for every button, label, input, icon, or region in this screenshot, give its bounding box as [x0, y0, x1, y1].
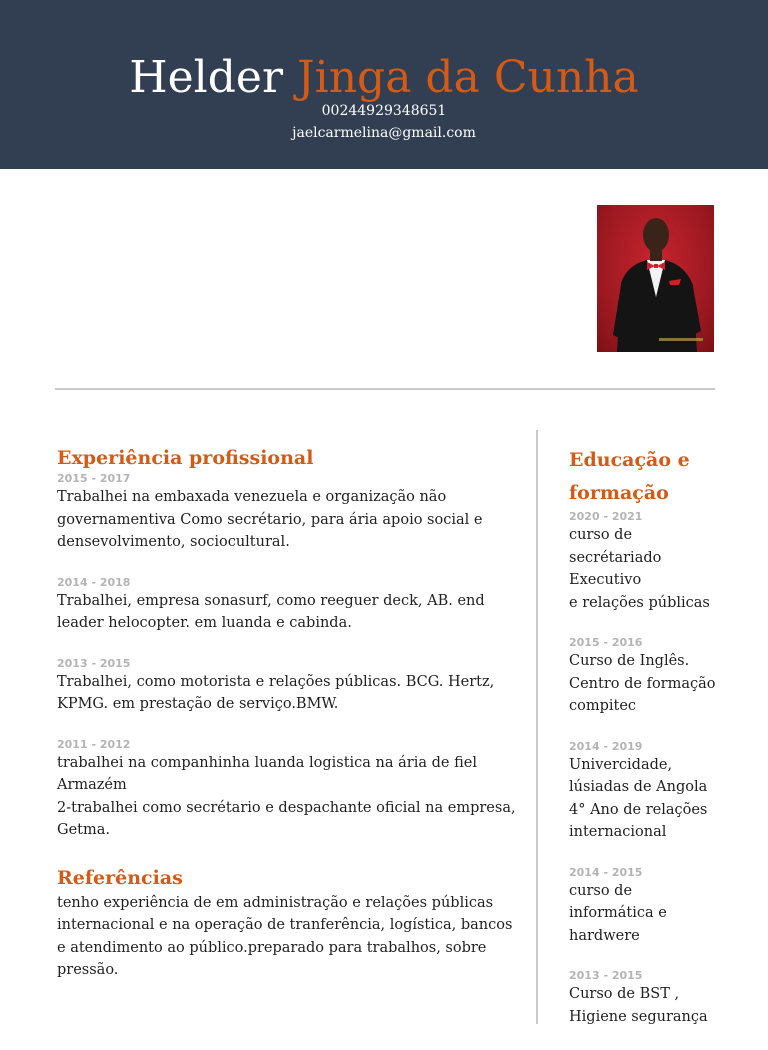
education-date: 2013 - 2015 — [569, 969, 643, 982]
experience-date: 2011 - 2012 — [57, 737, 131, 751]
education-text: curso de informática e hardwere — [569, 882, 667, 944]
education-date: 2020 - 2021 — [569, 510, 643, 523]
profile-photo — [597, 205, 714, 352]
education-text: curso de secrétariado Executivo e relações públicas — [569, 527, 710, 611]
education-entry — [569, 866, 719, 948]
education-date: 2014 - 2015 — [569, 865, 643, 879]
column-divider — [536, 430, 538, 1024]
person-icon — [597, 205, 714, 352]
phone-number: 00244929348651 — [321, 103, 447, 119]
experience-date: 2014 - 2018 — [57, 575, 131, 589]
right-column — [569, 444, 719, 1050]
experience-entry — [57, 657, 517, 716]
education-text: Curso de BST , Higiene segurança — [569, 986, 708, 1025]
last-name: Jinga da Cunha — [297, 52, 639, 103]
experience-text: Trabalhei na embaxada venezuela e organização não governamentiva Como secrétario, para ária apoio social e densevolvimento, sociocultural. — [57, 489, 483, 550]
experience-text: Trabalhei, como motorista e relações públicas. BCG. Hertz, KPMG. em prestação de serviço.BMW. — [57, 673, 495, 712]
references-text: tenho experiência de em administração e relações públicas internacional e na operação de tranferência, logística, bancos e atendimento ao público.preparado para trabalhos, sobre pressão. — [57, 894, 513, 978]
experience-date: 2015 - 2017 — [57, 472, 131, 485]
references-title: Referências — [57, 866, 183, 889]
first-name: Helder — [129, 52, 283, 103]
experience-title: Experiência profissional — [57, 447, 314, 469]
experience-entry — [57, 576, 517, 635]
education-date: 2015 - 2016 — [569, 636, 643, 649]
left-column — [57, 444, 517, 982]
experience-text: Trabalhei, empresa sonasurf, como reeguer deck, AB. end leader helocopter. em luanda e cabinda. — [57, 592, 485, 631]
education-text: Univercidade, lúsiadas de Angola 4° Ano de relações internacional — [569, 756, 708, 840]
experience-entry — [57, 738, 517, 842]
email-address: jaelcarmelina@gmail.com — [292, 125, 476, 141]
education-entry — [569, 636, 719, 718]
education-entry — [569, 740, 719, 844]
experience-text: trabalhei na companhinha luanda logistica na ária de fiel Armazém 2-trabalhei como secrétario e despachante oficial na empresa, Getma. — [57, 754, 516, 838]
horizontal-divider — [55, 388, 715, 390]
education-text: Curso de Inglês. Centro de formação compitec — [569, 653, 716, 714]
header-banner — [0, 0, 768, 169]
experience-entry — [57, 472, 517, 554]
education-entry — [569, 969, 719, 1028]
full-name — [0, 50, 768, 106]
experience-date: 2013 - 2015 — [57, 656, 131, 670]
education-title: Educação e formação — [569, 449, 690, 504]
education-date: 2014 - 2019 — [569, 739, 643, 753]
education-entry — [569, 510, 719, 614]
